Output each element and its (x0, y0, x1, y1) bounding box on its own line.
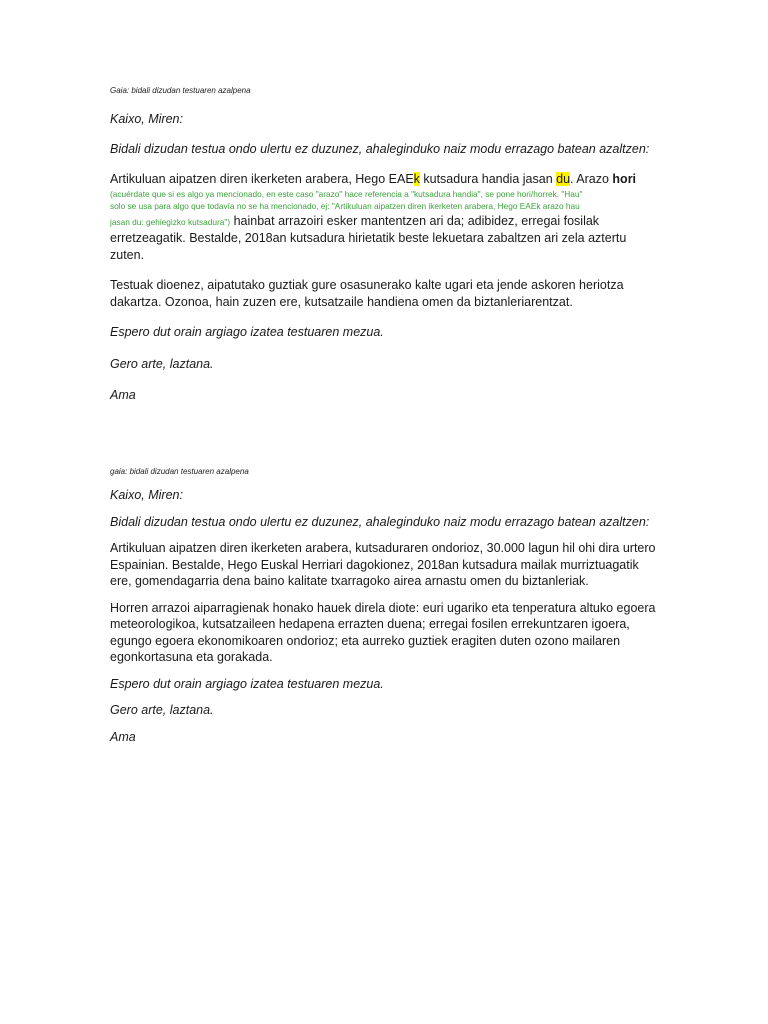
body-paragraph-1 (110, 171, 658, 263)
intro-paragraph: Bidali dizudan testua ondo ulertu ez duzunez, ahaleginduko naiz modu errazago batean azaltzen: (110, 514, 650, 529)
highlighted-text: k (413, 172, 420, 186)
intro-paragraph: Bidali dizudan testua ondo ulertu ez duzunez, ahaleginduko naiz modu errazago batean azaltzen: (110, 141, 650, 156)
body-paragraph-2: Testuak dioenez, aipatutako guztiak gure osasunerako kalte ugari eta jende askoren heriotza dakartza. Ozonoa, hain zuzen ere, kutsatzaile handiena omen da biztanleriarentzat. (110, 278, 624, 309)
body-paragraph-2: Horren arrazoi aiparragienak honako hauek direla diote: euri ugariko eta tenperatura altuko egoera meteorologikoa, kutsatzaileen hedapena errazten duena; erregai fosilen errekuntzaren igoera, egungo egoera ekonomikoaren ondorioz; eta aurreko guztiek eragiten duten ozono mailaren egonkortasuna eta gorakada. (110, 600, 656, 664)
signature: Ama (110, 388, 136, 402)
letter-draft-corrected (110, 85, 658, 404)
correction-note-line: jasan du: gehiegizko kutsadura") (110, 216, 231, 227)
bold-text: hori (612, 172, 637, 186)
correction-note-line: solo se usa para algo que todavía no se ha mencionado, ej: "Artikuluan aipatzen diren ikerketen arabera, Hego EAEk arazo hau (110, 201, 580, 211)
letter-final (110, 466, 658, 745)
greeting: Kaixo, Miren: (110, 488, 183, 502)
body-paragraph-1: Artikuluan aipatzen diren ikerketen arabera, kutsaduraren ondorioz, 30.000 lagun hil ohi dira urtero Espainian. Bestalde, Hego Euskal Herriari dagokionez, 2018an kutsadura mailak murriztuagatik ere, gomendagarria dena baino kalitate txarragoko airea arnastu omen du biztanleriak. (110, 541, 656, 588)
text-segment: Artikuluan aipatzen diren ikerketen arabera, Hego EAE (110, 172, 414, 186)
signature: Ama (110, 729, 136, 744)
text-segment: kutsadura handia jasan (419, 172, 557, 186)
farewell-line: Gero arte, laztana. (110, 703, 214, 717)
highlighted-text: du (556, 172, 571, 186)
closing-line: Espero dut orain argiago izatea testuaren mezua. (110, 325, 384, 339)
text-segment: . Arazo (570, 172, 613, 186)
farewell-line: Gero arte, laztana. (110, 356, 214, 371)
subject-line: gaia: bidali dizudan testuaren azalpena (110, 467, 249, 476)
correction-note-line: (acuérdate que si es algo ya mencionado, en este caso "arazo" hace referencia a "kutsadura handia", se pone hori/horrek. "Hau" (110, 188, 583, 199)
greeting: Kaixo, Miren: (110, 112, 183, 126)
subject-line: Gaia: bidali dizudan testuaren azalpena (110, 86, 251, 95)
text-segment: hainbat arrazoiri esker mantentzen ari da; adibidez, erregai fosilak erretzeagatik. Bestalde, 2018an kutsadura hirietatik beste lekuetara zabaltzen ari zela aztertu zuten. (110, 213, 627, 262)
closing-line: Espero dut orain argiago izatea testuaren mezua. (110, 676, 384, 691)
